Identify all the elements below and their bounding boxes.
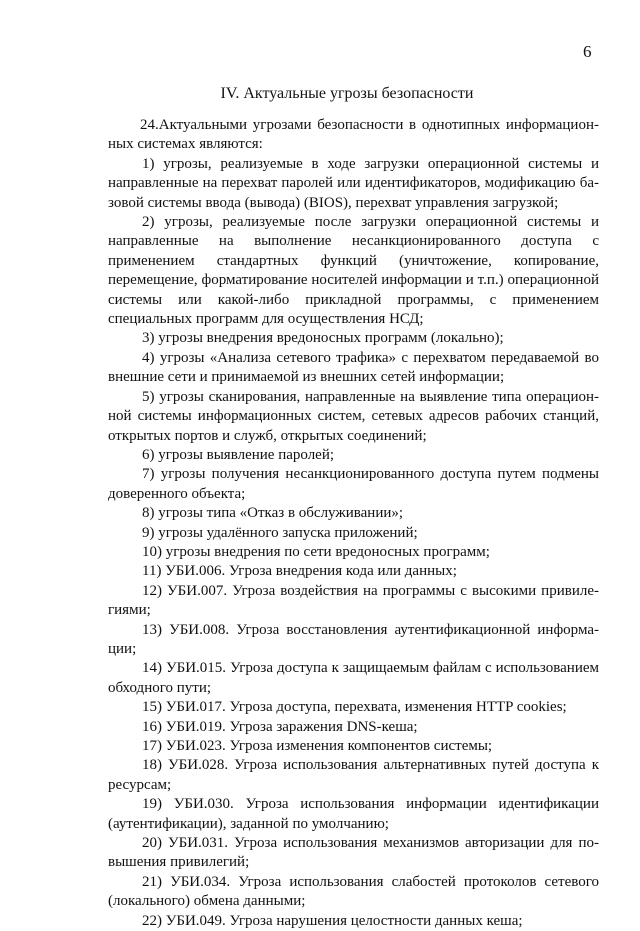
list-item: 17) УБИ.023. Угроза изменения компонентов системы;: [142, 738, 493, 754]
list-item: 6) угрозы выявление паролей;: [142, 446, 335, 463]
list-item: 4) угрозы «Анализа сетевого трафика» с перехватом передаваемой во внешние сети и принимаемой из внешних сетей информации;: [108, 349, 599, 386]
list-item: 7) угрозы получения несанкционированного доступа путем подмены доверенного объекта;: [108, 466, 599, 502]
list-item: 8) угрозы типа «Отказ в обслуживании»;: [142, 505, 404, 522]
list-item: 15) УБИ.017. Угроза доступа, перехвата, изменения HTTP cookies;: [142, 699, 567, 716]
list-item: 10) угрозы внедрения по сети вредоносных программ;: [142, 543, 490, 560]
list-item: 14) УБИ.015. Угроза доступа к защищаемым файлам с использованием обходного пути;: [108, 660, 599, 696]
list-item: 13) УБИ.008. Угроза восстановления аутентификационной информации;: [108, 621, 599, 657]
intro-paragraph: 24.Актуальными угрозами безопасности в однотипных информационных системах являются:: [108, 117, 599, 153]
list-item: 11) УБИ.006. Угроза внедрения кода или данных;: [142, 563, 457, 580]
list-item: 19) УБИ.030. Угроза использования информации идентификации (аутентификации), заданной по умолчанию;: [108, 796, 599, 832]
list-item: 21) УБИ.034. Угроза использования слабостей протоколов сетевого (локального) обмена данными;: [108, 873, 599, 910]
list-item: 16) УБИ.019. Угроза заражения DNS-кеша;: [142, 718, 418, 735]
list-item: 9) угрозы удалённого запуска приложений;: [142, 524, 418, 541]
list-item: 1) угрозы, реализуемые в ходе загрузки операционной системы и направленные на перехват паролей или идентификаторов, модификацию базовой системы ввода (вывода) (BIOS), перехват управления загрузкой;: [108, 155, 599, 211]
list-item: 18) УБИ.028. Угроза использования альтернативных путей доступа к ресурсам;: [108, 757, 599, 793]
page-number: 6: [583, 42, 592, 61]
list-item: 3) угрозы внедрения вредоносных программ (локально);: [142, 330, 504, 347]
list-item: 2) угрозы, реализуемые после загрузки операционной системы и направленные на выполнение несанкционированного доступа с применением стандартных функций (уничтожение, копирование, перемещение, форматирование носителей информации и т.п.) операционной системы или какой-либо прикладной программы, с применением специальных программ для осуществления НСД;: [108, 214, 599, 328]
list-item: 5) угрозы сканирования, направленные на выявление типа операционной системы информационных систем, сетевых адресов рабочих станций, открытых портов и служб, открытых соединений;: [108, 388, 599, 444]
section-title: IV. Актуальные угрозы безопасности: [220, 85, 474, 102]
list-item: 20) УБИ.031. Угроза использования механизмов авторизации для повышения привилегий;: [108, 835, 599, 871]
list-item: 12) УБИ.007. Угроза воздействия на программы с высокими привилегиями;: [108, 582, 599, 619]
list-item: 22) УБИ.049. Угроза нарушения целостности данных кеша;: [142, 912, 523, 929]
document-body: [108, 116, 599, 931]
